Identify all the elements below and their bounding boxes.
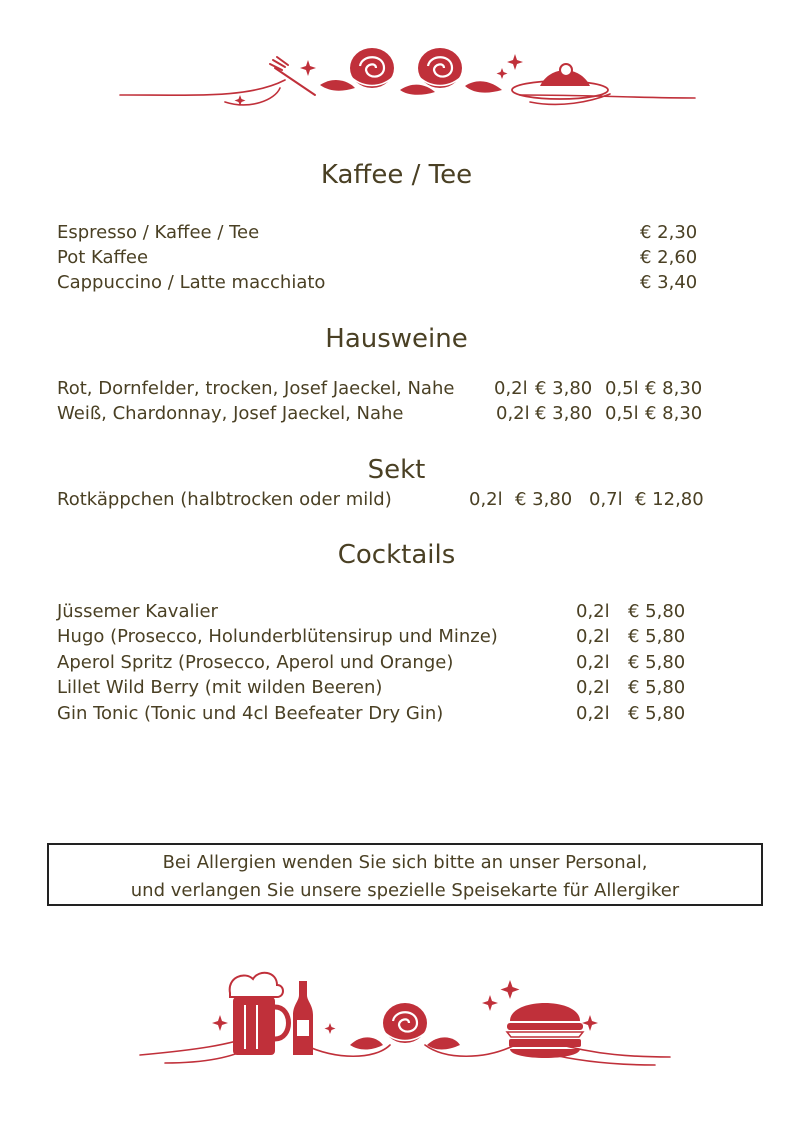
menu-item [57, 702, 737, 726]
allergy-notice [47, 843, 763, 906]
item-name: Cappuccino / Latte macchiato [57, 272, 326, 293]
menu-item [57, 488, 737, 512]
item-size: 0,2l [576, 677, 610, 698]
item-price: € 3,80 [535, 378, 593, 399]
item-price: € 8,30 [645, 403, 703, 424]
menu-item [57, 600, 737, 624]
section-title-hausweine: Hausweine [325, 324, 468, 354]
item-size: 0,7l [589, 489, 623, 510]
item-price: € 3,40 [640, 272, 698, 293]
item-name: Lillet Wild Berry (mit wilden Beeren) [57, 677, 383, 698]
item-size: 0,5l [605, 378, 639, 399]
bottom-ornament [135, 965, 675, 1075]
item-name: Rot, Dornfelder, trocken, Josef Jaeckel, Nahe [57, 378, 455, 399]
item-size: 0,5l [605, 403, 639, 424]
rose-icon [418, 48, 462, 88]
item-name: Hugo (Prosecco, Holunderblütensirup und Minze) [57, 626, 498, 647]
beer-mug-icon [230, 973, 289, 1055]
item-price: € 5,80 [628, 626, 686, 647]
section-title-cocktails: Cocktails [337, 540, 456, 570]
item-name: Espresso / Kaffee / Tee [57, 222, 260, 243]
item-name: Weiß, Chardonnay, Josef Jaeckel, Nahe [57, 403, 404, 424]
item-size: 0,2l [576, 601, 610, 622]
item-name: Gin Tonic (Tonic und 4cl Beefeater Dry Gin) [57, 703, 444, 724]
item-price: € 2,30 [640, 222, 698, 243]
rose-icon [350, 48, 394, 88]
rose-icon [383, 1003, 427, 1043]
menu-item [57, 246, 737, 270]
plate-icon [512, 64, 608, 99]
top-ornament [110, 40, 700, 115]
item-price: € 3,80 [535, 403, 593, 424]
menu-item [57, 625, 737, 649]
section-title-kaffee: Kaffee / Tee [320, 160, 473, 190]
bottle-icon [293, 981, 313, 1055]
item-size: 0,2l [576, 652, 610, 673]
notice-line-1: Bei Allergien wenden Sie sich bitte an unser Personal, [162, 852, 648, 873]
item-size: 0,2l [576, 626, 610, 647]
burger-icon [507, 1003, 583, 1058]
item-name: Rotkäppchen (halbtrocken oder mild) [57, 489, 392, 510]
menu-item [57, 676, 737, 700]
item-size: 0,2l [496, 403, 530, 424]
item-price: € 2,60 [640, 247, 698, 268]
item-name: Aperol Spritz (Prosecco, Aperol und Orange) [57, 652, 454, 673]
menu-item [57, 377, 737, 401]
item-size: 0,2l [469, 489, 503, 510]
menu-item [57, 221, 737, 245]
item-price: € 5,80 [628, 703, 686, 724]
item-price: € 5,80 [628, 601, 686, 622]
notice-line-2: und verlangen Sie unsere spezielle Speisekarte für Allergiker [130, 880, 680, 901]
item-size: 0,2l [576, 703, 610, 724]
section-title-sekt: Sekt [367, 455, 426, 485]
item-price: € 12,80 [635, 489, 704, 510]
item-size: 0,2l [494, 378, 528, 399]
item-price: € 8,30 [645, 378, 703, 399]
item-name: Pot Kaffee [57, 247, 149, 268]
item-price: € 5,80 [628, 652, 686, 673]
menu-item [57, 651, 737, 675]
menu-item [57, 271, 737, 295]
item-name: Jüssemer Kavalier [57, 601, 218, 622]
item-price: € 5,80 [628, 677, 686, 698]
item-price: € 3,80 [515, 489, 573, 510]
menu-item [57, 402, 737, 426]
